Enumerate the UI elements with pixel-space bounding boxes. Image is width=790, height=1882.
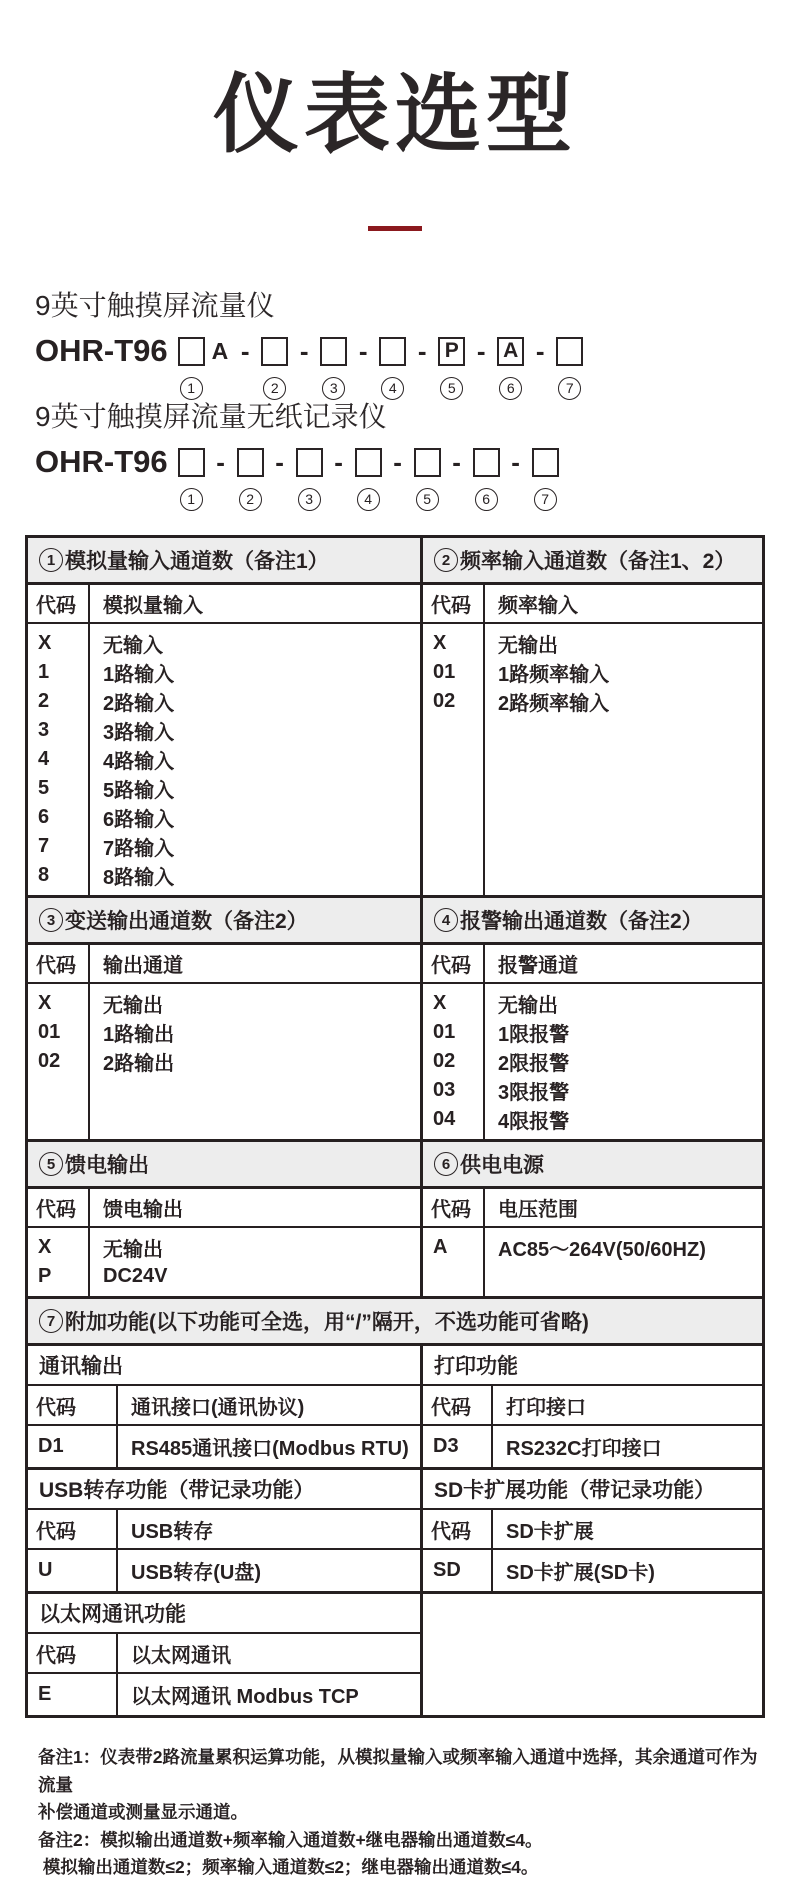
section-band-label: 报警输出通道数（备注2） [460,910,703,934]
desc-column-header: 以太网通讯 [131,1644,231,1667]
circled-number: 2 [239,488,262,511]
model-segment [178,444,205,511]
section-band [28,1594,420,1634]
code-cell: X [433,632,447,655]
model-code-box [237,448,264,477]
desc-cell: USB转存(U盘) [131,1562,261,1585]
code-column-header: 代码 [28,1386,118,1424]
circled-number: 5 [440,377,463,400]
model-segment [320,333,347,400]
model-dash-segment [353,333,373,400]
model-dash-segment [530,333,550,400]
model-segment [237,444,264,511]
code-cell: 2 [38,690,50,713]
code-column-header: 代码 [28,945,90,982]
code-column-header: 代码 [423,1386,493,1424]
desc-cell: 4限报警 [498,1111,570,1134]
desc-column-header: 通讯接口(通讯协议) [131,1396,305,1419]
circled-number: 1 [180,488,203,511]
data-block [420,1674,762,1715]
model-code-box [556,337,583,366]
model-line [35,444,790,511]
model-code-box [178,337,205,366]
model-code-box: P [438,337,465,366]
desc-cell: 1限报警 [498,1024,570,1047]
model-segment [438,333,465,400]
column-header-row [28,1634,420,1674]
model-code-box [473,448,500,477]
desc-column [485,984,762,1139]
circled-number: 7 [39,1309,63,1333]
desc-cell: 8路输入 [103,867,175,890]
code-cell: 7 [38,835,50,858]
circled-number: 6 [499,377,522,400]
desc-cell: 3路输入 [103,722,175,745]
dash-separator: - [216,447,225,478]
code-column [423,1426,493,1467]
model-segment [556,333,583,400]
circled-number: 1 [39,548,63,572]
note-line: 模拟输出通道数≤2；频率输入通道数≤2；继电器输出通道数≤4。 [38,1857,539,1878]
desc-cell: 4路输入 [103,751,175,774]
desc-column-header: 模拟量输入 [103,595,203,618]
code-column [28,624,90,895]
model-dash-segment [447,444,467,511]
desc-cell: 无输出 [103,1239,163,1262]
code-cell: D1 [38,1435,64,1458]
desc-column-header: 频率输入 [498,595,578,618]
section-band-label: 变送输出通道数（备注2） [65,910,308,934]
model-segment [497,333,524,400]
model-code-box: A [497,337,524,366]
model-segment [532,444,559,511]
column-header-row [28,585,420,624]
circled-number: 5 [416,488,439,511]
section-band [28,898,420,945]
data-block [28,1426,420,1470]
notes-block [38,1744,758,1882]
code-cell: X [38,1236,52,1259]
note-line: 补偿通道或测量显示通道。 [38,1802,248,1823]
desc-cell: 无输出 [498,635,558,658]
section-band-label: 馈电输出 [65,1154,149,1178]
model-lit-segment [211,333,230,400]
code-cell: 01 [433,661,456,684]
code-cell: E [38,1683,52,1706]
model-literal: A [211,337,229,364]
desc-cell: 无输出 [103,995,163,1018]
model-segment [414,444,441,511]
desc-cell: RS485通讯接口(Modbus RTU) [131,1438,409,1461]
model-segment [355,444,382,511]
code-column-header: 代码 [423,585,485,622]
code-cell: 03 [433,1079,456,1102]
code-cell: 5 [38,777,50,800]
desc-column [118,1426,420,1467]
model-prefix-segment [35,444,172,511]
circled-number: 2 [263,377,286,400]
circled-number: 5 [39,1152,63,1176]
desc-column-header: 输出通道 [103,955,183,978]
desc-cell: AC85～264V(50/60HZ) [498,1239,706,1262]
column-header-row [420,945,762,984]
code-cell: 6 [38,806,50,829]
code-cell: X [38,632,52,655]
model-dash-segment [270,444,290,511]
additional-functions-band [28,1299,762,1346]
model-code-box [355,448,382,477]
column-header-row [28,1510,420,1550]
code-cell: 3 [38,719,50,742]
desc-column [90,624,420,895]
dash-separator: - [393,447,402,478]
model-segment [473,444,500,511]
model-code-box [296,448,323,477]
code-column [423,1550,493,1591]
desc-column [485,624,762,895]
model-segment [379,333,406,400]
desc-column [118,1550,420,1591]
dash-separator: - [240,336,250,367]
product-heading: 9英寸触摸屏流量无纸记录仪 [35,401,387,433]
section-band [420,1346,762,1386]
model-prefix: OHR-T96 [35,444,168,480]
code-cell: 02 [38,1050,61,1073]
code-column-header: 代码 [28,1189,90,1226]
desc-cell: SD卡扩展(SD卡) [506,1562,655,1585]
desc-column-header: SD卡扩展 [506,1520,594,1543]
desc-cell: 7路输入 [103,838,175,861]
column-header-row [28,1189,420,1228]
model-code-box [320,337,347,366]
column-header-row [28,1386,420,1426]
desc-cell: 5路输入 [103,780,175,803]
code-column-header: 代码 [423,945,485,982]
code-column-header: 代码 [28,1634,118,1672]
code-column [28,1426,118,1467]
section-band-label: 附加功能(以下功能可全选，用“/”隔开，不选功能可省略) [65,1311,589,1335]
code-column [423,624,485,895]
desc-cell: 无输入 [103,635,163,658]
desc-column-header: 打印接口 [506,1396,586,1419]
model-dash-segment [211,444,231,511]
section-band-label: 模拟量输入通道数（备注1） [65,550,329,574]
circled-number: 2 [434,548,458,572]
section-band-label: SD卡扩展功能（带记录功能） [434,1479,716,1503]
data-block [420,624,762,898]
product-block-flowmeter [35,289,790,400]
desc-column [90,984,420,1139]
circled-number: 3 [322,377,345,400]
model-dash-segment [506,444,526,511]
circled-number: 4 [434,908,458,932]
section-band [28,538,420,585]
dash-separator: - [358,336,368,367]
model-dash-segment [471,333,491,400]
circled-number: 3 [39,908,63,932]
circled-number: 4 [357,488,380,511]
code-column-header: 代码 [28,1510,118,1548]
note-line: 备注1：仪表带2路流量累积运算功能，从模拟量输入或频率输入通道中选择，其余通道可作为流量 [38,1747,758,1795]
desc-cell: 2路输出 [103,1053,175,1076]
data-block [420,984,762,1142]
code-cell: 02 [433,1050,456,1073]
code-column-header: 代码 [28,585,90,622]
section-band-label: 频率输入通道数（备注1、2） [460,550,736,574]
section-band-label: USB转存功能（带记录功能） [39,1479,315,1503]
dash-separator: - [299,336,309,367]
desc-column [493,1426,762,1467]
desc-cell: 2限报警 [498,1053,570,1076]
code-column [28,1228,90,1296]
model-code-box [414,448,441,477]
circled-number: 1 [180,377,203,400]
model-segment [261,333,288,400]
product-block-paperless-recorder [35,400,790,511]
section-band [28,1470,420,1510]
section-band [420,1470,762,1510]
column-header-row [28,945,420,984]
section-band-label: 以太网通讯功能 [39,1603,186,1627]
desc-cell: 2路频率输入 [498,693,610,716]
code-column-header: 代码 [423,1189,485,1226]
code-cell: 1 [38,661,50,684]
dash-separator: - [511,447,520,478]
model-line [35,333,790,400]
code-cell: U [38,1559,53,1582]
data-block [420,1426,762,1470]
code-cell: 4 [38,748,50,771]
data-block [28,624,420,898]
circled-number: 3 [298,488,321,511]
desc-cell: 2路输入 [103,693,175,716]
desc-cell: 以太网通讯 Modbus TCP [131,1686,359,1709]
page-title: 仪表选型 [213,67,577,163]
desc-cell: 1路频率输入 [498,664,610,687]
data-block [420,1550,762,1594]
desc-cell: 3限报警 [498,1082,570,1105]
desc-cell: 1路输入 [103,664,175,687]
circled-number: 6 [475,488,498,511]
column-header-row [420,1189,762,1228]
section-band [420,1142,762,1189]
code-cell: P [38,1265,52,1288]
code-column [423,984,485,1139]
note-line: 备注2：模拟输出通道数+频率输入通道数+继电器输出通道数≤4。 [38,1829,543,1850]
desc-cell: 无输出 [498,995,558,1018]
code-cell: 02 [433,690,456,713]
section-band-label: 供电电源 [460,1154,544,1178]
code-cell: 04 [433,1108,456,1131]
model-prefix: OHR-T96 [35,333,168,369]
code-column [423,1228,485,1296]
desc-column [485,1228,762,1296]
model-dash-segment [412,333,432,400]
section-band [420,898,762,945]
model-prefix-segment [35,333,172,400]
dash-separator: - [452,447,461,478]
code-column-header: 代码 [423,1510,493,1548]
section-band-label: 打印功能 [434,1355,518,1379]
model-code-box [261,337,288,366]
data-block [28,1228,420,1299]
data-block [420,1228,762,1299]
section-band [420,538,762,585]
dash-separator: - [275,447,284,478]
desc-cell: DC24V [103,1265,168,1288]
circled-number: 6 [434,1152,458,1176]
dash-separator: - [535,336,545,367]
desc-column [493,1550,762,1591]
code-cell: SD [433,1559,461,1582]
code-cell: 8 [38,864,50,887]
code-cell: A [433,1236,448,1259]
data-block [28,1550,420,1594]
desc-column-header: USB转存 [131,1520,214,1543]
model-dash-segment [388,444,408,511]
desc-column [90,1228,420,1296]
desc-column [118,1674,420,1715]
desc-column-header: 电压范围 [498,1199,578,1222]
section-band-label: 通讯输出 [39,1355,123,1379]
model-segment [178,333,205,400]
code-column [28,1550,118,1591]
column-header-row [420,1634,762,1674]
dash-separator: - [476,336,486,367]
model-segment [296,444,323,511]
section-band [28,1346,420,1386]
title-underline-decoration [368,226,422,231]
desc-column-header: 馈电输出 [103,1199,183,1222]
desc-cell: 6路输入 [103,809,175,832]
code-column [28,1674,118,1715]
model-code-box [178,448,205,477]
desc-cell: 1路输出 [103,1024,175,1047]
code-cell: X [433,992,447,1015]
code-cell: 01 [433,1021,456,1044]
column-header-row [420,1386,762,1426]
model-code-box [532,448,559,477]
circled-number: 4 [381,377,404,400]
model-code-area [0,289,790,511]
dash-separator: - [417,336,427,367]
column-header-row [420,1510,762,1550]
code-cell: 01 [38,1021,61,1044]
model-dash-segment [329,444,349,511]
selection-table [25,535,765,1718]
section-band [420,1594,762,1634]
product-heading: 9英寸触摸屏流量仪 [35,290,275,322]
desc-cell: RS232C打印接口 [506,1438,662,1461]
model-dash-segment [235,333,255,400]
section-band [28,1142,420,1189]
dash-separator: - [334,447,343,478]
model-code-box [379,337,406,366]
column-header-row [420,585,762,624]
circled-number: 7 [558,377,581,400]
model-dash-segment [294,333,314,400]
code-cell: X [38,992,52,1015]
code-column [28,984,90,1139]
data-block [28,1674,420,1715]
data-block [28,984,420,1142]
code-cell: D3 [433,1435,459,1458]
desc-column-header: 报警通道 [498,955,578,978]
circled-number: 7 [534,488,557,511]
